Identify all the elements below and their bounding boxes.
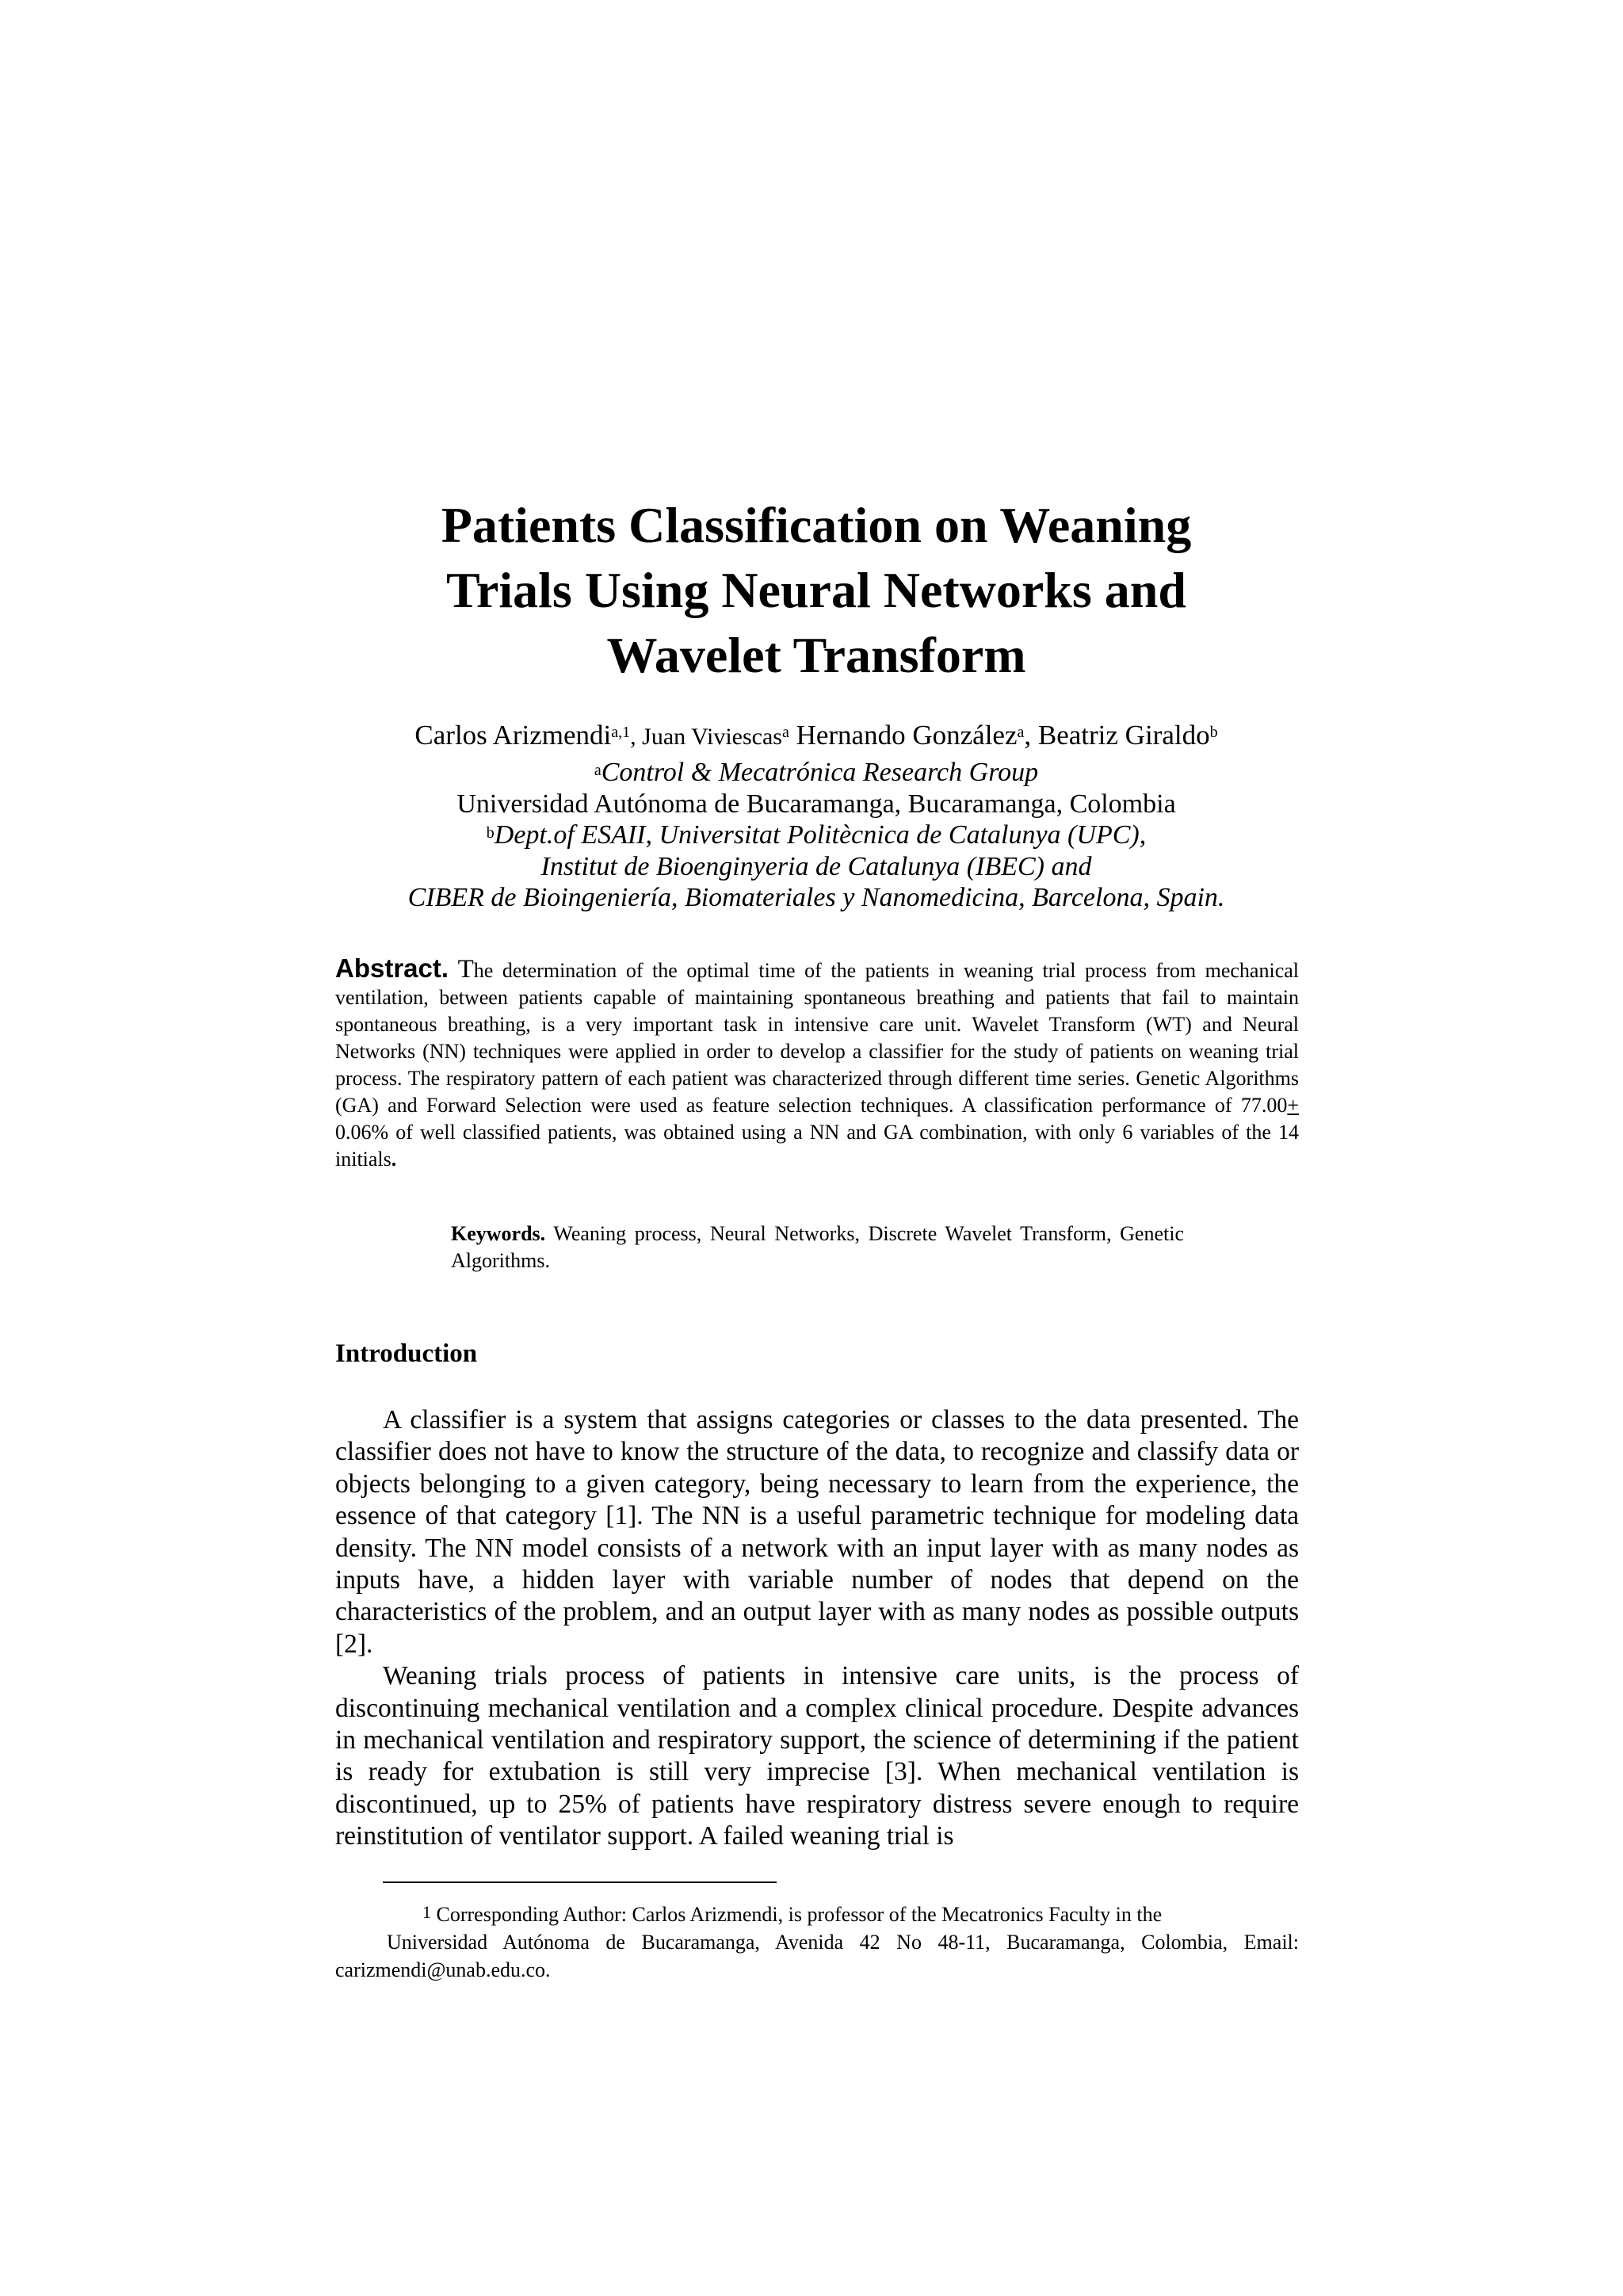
author-name: , Juan Viviescas (630, 724, 782, 750)
footnote-divider (383, 1881, 777, 1883)
paragraph: Weaning trials process of patients in intensive care units, is the process of discontinuing mechanical ventilation and a complex clinical procedure. Despite advances in mechanical ventilation and respiratory support, the science of determining if the patient is ready for extubation is still very imprecise [3]. When mechanical ventilation is discontinued, up to 25% of patients have respiratory distress severe enough to require reinstitution of ventilator support. A failed weaning trial is (335, 1661, 1299, 1851)
introduction-body (335, 1404, 1299, 1853)
affiliation-b-ciber: CIBER de Bioingeniería, Biomateriales y Nanomedicina, Barcelona, Spain. (407, 883, 1225, 912)
abstract-label: Abstract. (335, 953, 449, 983)
title-line: Patients Classification on Weaning (441, 497, 1192, 553)
author-name: Hernando González (789, 720, 1018, 751)
footnote-line: $^1$ Corresponding Author: Carlos Arizmendi, is professor of the Mecatronics Faculty in the (422, 1902, 1163, 1926)
affiliation-a-group: $^a$Control & Mecatrónica Research Group (594, 758, 1039, 787)
affil-mark: a (594, 762, 601, 779)
author-name: , Beatriz Giraldo (1024, 720, 1210, 751)
abstract-text: he determination of the optimal time of the patients in weaning trial process from mechanical ventilation, between patients capable of maintaining spontaneous breathing and patients that fail to maintain spontaneous breathing, is a very important task in intensive care unit. Wavelet Transform (WT) and Neural Networks (NN) techniques were applied in order to develop a classifier for the study of patients on weaning trial process. The respiratory pattern of each patient was characterized through different time series. Genetic Algorithms (GA) and Forward Selection were used as feature selection techniques. A classification performance of 77.00 (335, 959, 1299, 1117)
affiliations (301, 757, 1331, 914)
affiliation-b-dept: $^b$Dept.of ESAII, Universitat Politècnica de Catalunya (UPC), (486, 820, 1147, 850)
affiliation-b-institute: Institut de Bioenginyeria de Catalunya (IBEC) and (540, 851, 1092, 881)
footnote (335, 1901, 1299, 1984)
keywords (451, 1221, 1184, 1274)
keywords-text: Weaning process, Neural Networks, Discrete Wavelet Transform, Genetic Algorithms. (451, 1222, 1184, 1272)
affil-mark: b (486, 824, 495, 842)
keywords-label: Keywords. (451, 1222, 546, 1245)
author-affil-mark: b (1209, 724, 1218, 741)
section-heading-introduction: Introduction (335, 1339, 478, 1368)
title-line: Wavelet Transform (606, 627, 1026, 683)
author-affil-mark: a (1017, 724, 1025, 741)
paper-title (301, 493, 1331, 688)
author-affil-mark: a,1 (611, 724, 631, 741)
footnote-line: Universidad Autónoma de Bucaramanga, Avenida 42 No 48-11, Bucaramanga, Colombia, Email: carizmendi@unab.edu.co. (335, 1931, 1299, 1981)
abstract-initial: T (457, 955, 474, 984)
abstract-period: . (391, 1148, 397, 1171)
author-name: Carlos Arizmendi (414, 720, 612, 751)
author-list (301, 720, 1331, 753)
title-line: Trials Using Neural Networks and (446, 562, 1186, 618)
plus-minus-symbol: + (1287, 1094, 1299, 1117)
abstract-text: 0.06% of well classified patients, was obtained using a NN and GA combination, with only 6 variables of the 14 initials (335, 1121, 1299, 1171)
paragraph: A classifier is a system that assigns categories or classes to the data presented. The classifier does not have to know the structure of the data, to recognize and classify data or objects belonging to a given category, being necessary to learn from the experience, the essence of that category [1]. The NN is a useful parametric technique for modeling data density. The NN model consists of a network with an input layer with as many nodes as inputs have, a hidden layer with variable number of nodes that depend on the characteristics of the problem, and an output layer with as many nodes as possible outputs [2]. (335, 1405, 1299, 1659)
footnote-mark: 1 (422, 1902, 431, 1922)
author-affil-mark: a (781, 724, 789, 741)
abstract (335, 955, 1299, 1173)
affiliation-a-university: Universidad Autónoma de Bucaramanga, Bucaramanga, Colombia (456, 789, 1176, 819)
